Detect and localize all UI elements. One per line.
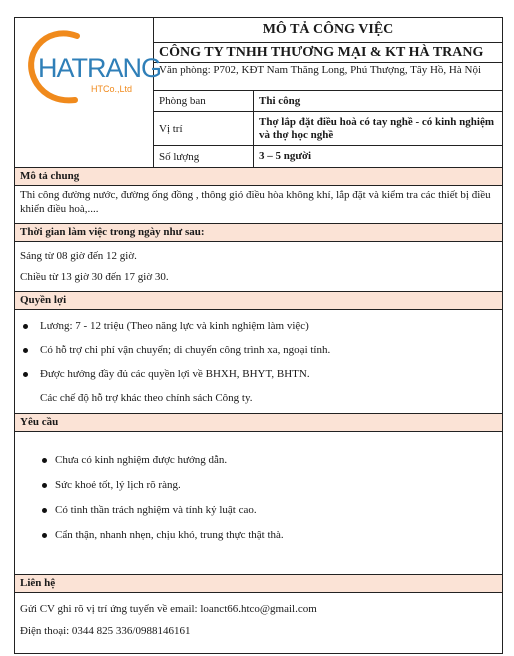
position-value: Thợ lắp đặt điều hoà có tay nghề - có kinh nghiệm và thợ học nghề xyxy=(259,115,494,141)
requirement-text: Có tinh thần trách nghiệm và tính kỷ luật cao. xyxy=(55,504,257,516)
department-value: Thi công xyxy=(259,94,301,107)
benefit-text: Được hưởng đầy đủ các quyền lợi về BHXH, BHYT, BHTN. xyxy=(40,368,310,380)
department-label: Phòng ban xyxy=(154,91,254,111)
bullet-icon xyxy=(42,533,47,538)
requirement-text: Chưa có kinh nghiệm được hướng dẫn. xyxy=(55,454,228,466)
list-item xyxy=(20,498,497,523)
position-row xyxy=(154,112,502,146)
requirement-text: Sức khoẻ tốt, lý lịch rõ ràng. xyxy=(55,479,181,491)
header-info xyxy=(154,18,502,167)
position-label: Vị trí xyxy=(154,112,254,145)
requirements-body xyxy=(15,432,502,575)
job-description-document xyxy=(14,17,503,654)
department-row xyxy=(154,91,502,112)
company-name: CÔNG TY TNHH THƯƠNG MẠI & KT HÀ TRANG xyxy=(154,43,502,63)
bullet-icon xyxy=(23,348,28,353)
benefits-heading: Quyền lợi xyxy=(15,292,502,310)
requirements-list xyxy=(20,448,497,548)
working-time-body xyxy=(15,242,502,292)
document-title: MÔ TẢ CÔNG VIỆC xyxy=(154,18,502,43)
benefit-text: Có hỗ trợ chi phí vận chuyển; di chuyển công trình xa, ngoại tỉnh. xyxy=(40,344,331,356)
list-item xyxy=(20,523,497,548)
requirements-heading: Yêu cầu xyxy=(15,414,502,432)
contact-body xyxy=(15,593,502,653)
requirement-text: Cẩn thận, nhanh nhẹn, chịu khó, trung thực thật thà. xyxy=(55,529,284,541)
quantity-row xyxy=(154,146,502,167)
afternoon-hours: Chiều từ 13 giờ 30 đến 17 giờ 30. xyxy=(20,271,169,283)
quantity-label: Số lượng xyxy=(154,146,254,167)
bullet-icon xyxy=(42,483,47,488)
logo-subtitle: HTCo.,Ltd xyxy=(91,84,133,94)
description-heading: Mô tả chung xyxy=(15,168,502,186)
list-item xyxy=(20,362,497,386)
bullet-icon xyxy=(23,372,28,377)
benefit-text: Lương: 7 - 12 triệu (Theo năng lực và kinh nghiệm làm việc) xyxy=(40,320,309,332)
morning-hours: Sáng từ 08 giờ đến 12 giờ. xyxy=(20,250,137,262)
company-logo xyxy=(15,18,162,167)
description-text: Thi công đường nước, đường ống đồng , thông gió điều hòa không khí, lắp đặt và kiểm tra các thiết bị điều khiển điều hoà,.... xyxy=(15,186,502,224)
benefits-extra: Các chế độ hỗ trợ khác theo chính sách Công ty. xyxy=(40,392,253,404)
bullet-icon xyxy=(42,508,47,513)
document-header xyxy=(15,18,502,168)
bullet-icon xyxy=(23,324,28,329)
contact-phone: Điện thoại: 0344 825 336/0988146161 xyxy=(20,625,191,637)
contact-heading: Liên hệ xyxy=(15,575,502,593)
list-item xyxy=(20,338,497,362)
list-item xyxy=(20,448,497,473)
company-address: Văn phòng: P702, KĐT Nam Thăng Long, Phú Thượng, Tây Hồ, Hà Nội xyxy=(154,63,502,91)
quantity-value: 3 – 5 người xyxy=(259,150,312,162)
working-time-heading: Thời gian làm việc trong ngày như sau: xyxy=(15,224,502,242)
benefits-list xyxy=(20,314,497,386)
contact-email: Gửi CV ghi rõ vị trí ứng tuyển về email: loanct66.htco@gmail.com xyxy=(20,603,317,615)
benefits-body xyxy=(15,310,502,414)
list-item xyxy=(20,473,497,498)
list-item xyxy=(20,314,497,338)
bullet-icon xyxy=(42,458,47,463)
logo-brand-text: HATRANG xyxy=(38,53,162,83)
